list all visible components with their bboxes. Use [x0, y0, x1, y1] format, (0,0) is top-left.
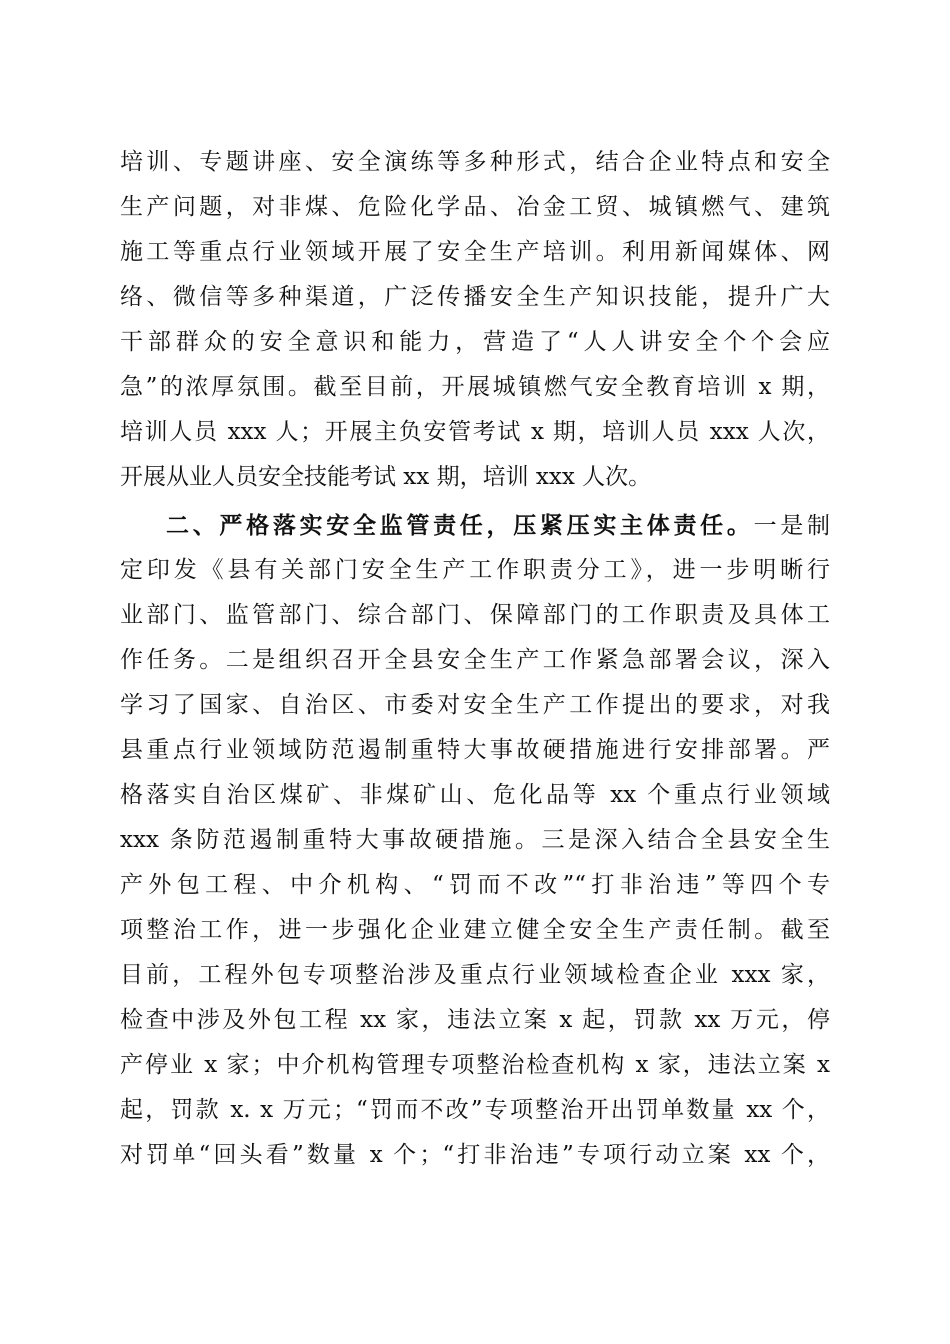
- text-line: 对罚单“回头看”数量 x 个；“打非治违”专项行动立案 xx 个，: [120, 1142, 830, 1168]
- text-line: 生产问题，对非煤、危险化学品、冶金工贸、城镇燃气、建筑: [120, 194, 830, 220]
- text-line: 业部门、监管部门、综合部门、保障部门的工作职责及具体工: [120, 602, 830, 628]
- text-line: 产停业 x 家；中介机构管理专项整治检查机构 x 家，违法立案 x: [120, 1052, 830, 1078]
- text-line: 络、微信等多种渠道，广泛传播安全生产知识技能，提升广大: [120, 284, 830, 310]
- text-line: [120, 503, 830, 548]
- text-line: 干部群众的安全意识和能力，营造了“人人讲安全个个会应: [120, 329, 830, 355]
- text-line: xxx 条防范遏制重特大事故硬措施。三是深入结合全县安全生: [120, 827, 830, 853]
- section-heading: 二、严格落实安全监管责任，压紧压实主体责任。: [166, 512, 754, 539]
- text-line: 县重点行业领域防范遏制重特大事故硬措施进行安排部署。严: [120, 737, 830, 763]
- paragraph-training: [120, 140, 830, 500]
- text-line: 起，罚款 x. x 万元；“罚而不改”专项整治开出罚单数量 xx 个，: [120, 1097, 830, 1123]
- text-line: 施工等重点行业领域开展了安全生产培训。利用新闻媒体、网: [120, 239, 830, 265]
- paragraph-supervision: [120, 503, 830, 1178]
- text-line: 定印发《县有关部门安全生产工作职责分工》，进一步明晰行: [120, 557, 830, 583]
- text-line: 目前，工程外包专项整治涉及重点行业领域检查企业 xxx 家，: [120, 962, 830, 988]
- document-page: [120, 140, 830, 1178]
- text-line: 作任务。二是组织召开全县安全生产工作紧急部署会议，深入: [120, 647, 830, 673]
- text-line: 项整治工作，进一步强化企业建立健全安全生产责任制。截至: [120, 917, 830, 943]
- text-line: 检查中涉及外包工程 xx 家，违法立案 x 起，罚款 xx 万元，停: [120, 1007, 830, 1033]
- heading-trailing-text: 一是制: [753, 513, 830, 539]
- text-line: 培训、专题讲座、安全演练等多种形式，结合企业特点和安全: [120, 149, 830, 175]
- text-line: 产外包工程、中介机构、“罚而不改”“打非治违”等四个专: [120, 872, 830, 898]
- text-line: 学习了国家、自治区、市委对安全生产工作提出的要求，对我: [120, 692, 830, 718]
- text-line: 急”的浓厚氛围。截至目前，开展城镇燃气安全教育培训 x 期，: [120, 374, 830, 400]
- text-line: 开展从业人员安全技能考试 xx 期，培训 xxx 人次。: [120, 464, 652, 490]
- text-line: 格落实自治区煤矿、非煤矿山、危化品等 xx 个重点行业领域: [120, 782, 830, 808]
- text-line: 培训人员 xxx 人；开展主负安管考试 x 期，培训人员 xxx 人次，: [120, 419, 830, 445]
